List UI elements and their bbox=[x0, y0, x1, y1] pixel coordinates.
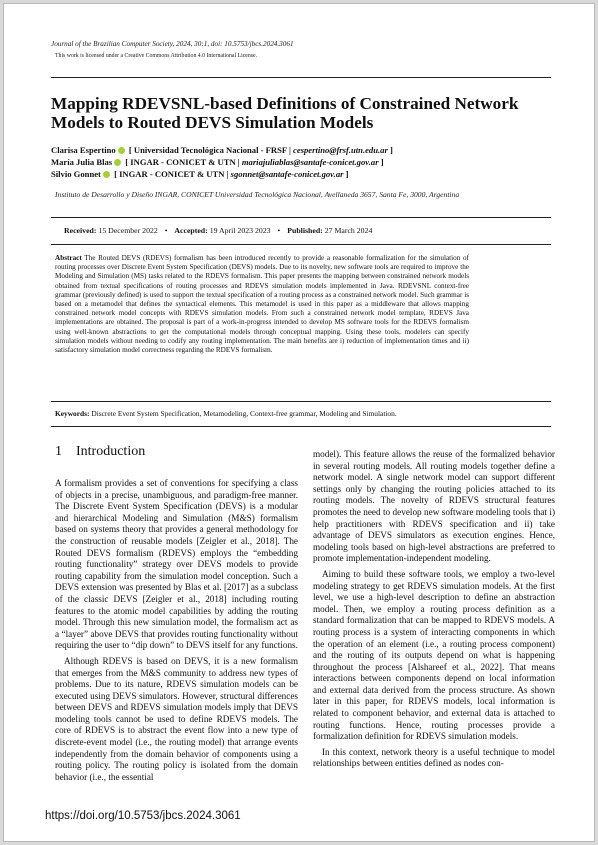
left-column bbox=[55, 478, 298, 783]
abstract bbox=[55, 254, 469, 355]
author-name: Clarisa Espertino bbox=[51, 145, 116, 155]
keywords-text: Discrete Event System Specification, Metamodeling, Context-free grammar, Modeling and Simulation. bbox=[91, 409, 397, 418]
author-bracket: ] bbox=[345, 169, 349, 180]
license-notice[interactable]: This work is licensed under a Creative Commons Attribution 4.0 International License. bbox=[55, 53, 258, 59]
section-title: Introduction bbox=[76, 444, 146, 459]
author-affiliation: [ INGAR - CONICET & UTN | bbox=[114, 169, 229, 180]
section-number: 1 bbox=[55, 444, 62, 459]
author-email[interactable]: sgonnet@santafe-conicet.gov.ar bbox=[230, 169, 344, 180]
paragraph: Aiming to build these software tools, we employ a two-level modeling strategy to get RDEVS simulation models. At the first level, we use a high-level description to define an abstraction model. Then, we employ a routing process definition as a standard formalization that can be mapped to RDEVS models. A routing process is a system of interacting components in which the operation of an element (i.e., a routing process component) and the routing of its outputs depend on what is happening throughout the process [Alshareef et al., 2022]. That means interactions between components depend on local information and external data derived from the process structure. As shown later in this paper, for RDEVS models, local information is related to component behavior, and external data is attached to routing functions. Hence, routing processes provide a formalization definition for RDEVS simulation models. bbox=[313, 568, 555, 742]
author-affiliation: [ Universidad Tecnológica Nacional - FRSF | bbox=[128, 145, 291, 155]
keywords bbox=[55, 409, 397, 418]
dates-rule bbox=[51, 244, 551, 245]
accepted-label: Accepted: bbox=[174, 226, 208, 235]
title-line-1: Mapping RDEVSNL-based Definitions of Constrained Network bbox=[51, 94, 519, 113]
author-row bbox=[51, 168, 393, 180]
orcid-icon[interactable] bbox=[103, 171, 110, 178]
author-list bbox=[51, 144, 393, 181]
author-affiliation: [ INGAR - CONICET & UTN | bbox=[125, 157, 240, 168]
abstract-label: Abstract bbox=[55, 254, 82, 262]
paper-page bbox=[3, 3, 595, 842]
author-email[interactable]: cespertino@frsf.utn.edu.ar bbox=[293, 145, 388, 155]
section-heading bbox=[55, 444, 145, 460]
author-row bbox=[51, 156, 393, 168]
received-date: 15 December 2022 bbox=[98, 226, 158, 235]
keywords-rule bbox=[51, 426, 551, 427]
author-name: Silvio Gonnet bbox=[51, 169, 101, 180]
author-bracket: ] bbox=[389, 145, 393, 155]
paragraph: In this context, network theory is a useful technique to model relationships between entities defined as nodes con- bbox=[313, 746, 555, 769]
institution-affiliation: Instituto de Desarrollo y Diseño INGAR, CONICET Universidad Tecnológica Nacional, Avellaneda 3657, Santa Fe, 3000, Argentina bbox=[55, 190, 460, 199]
doi-link[interactable]: https://doi.org/10.5753/jbcs.2024.3061 bbox=[45, 810, 241, 822]
published-label: Published: bbox=[287, 226, 323, 235]
author-row bbox=[51, 144, 393, 156]
affiliation-rule bbox=[51, 217, 551, 218]
abstract-rule bbox=[51, 401, 551, 402]
right-column bbox=[313, 449, 555, 770]
paragraph: A formalism provides a set of conventions for specifying a class of objects in a precise, unambiguous, and paradigm-free manner. The Discrete Event System Specification (DEVS) is a modular and hierarchical Modeling and Simulation (M&S) formalism based on systems theory that provides a general methodology for the construction of reusable models [Zeigler et al., 2018]. The Routed DEVS formalism (RDEVS) employs the “embedding routing functionality” strategy over DEVS models to provide routing capability from the simulation model conception. Such a DEVS extension was presented by Blas et al. [2017] as a subclass of the classic DEVS [Zeigler et al., 2018] including routing features to the atomic model capabilities by adding the routing model. Through this new simulation model, the formalism act as a “layer” above DEVS that provides routing functionality without requiring the user to “dip down” to DEVS itself for any functions. bbox=[55, 478, 298, 651]
paragraph: model). This feature allows the reuse of the formalized behavior in several routing models. All routing models together define a network model. A single network model can support different settings only by changing the routing policies attached to its routing models. The novelty of RDEVS structural features promotes the need to develop new software modeling tools that i) help practitioners with RDEVS specification and ii) take advantage of DEVS simulators as execution engines. Hence, modeling tools based on high-level abstractions are preferred to promote implementation-independent modeling. bbox=[313, 449, 555, 564]
journal-citation: Journal of the Brazilian Computer Society, 2024, 30:1, doi: 10.5753/jbcs.2024.3061 bbox=[51, 40, 294, 48]
date-separator: • bbox=[277, 226, 281, 235]
author-bracket: ] bbox=[380, 157, 384, 168]
paragraph: Although RDEVS is based on DEVS, it is a new formalism that emerges from the M&S community to address new types of problems. Due to its nature, RDEVS simulation models can be executed using DEVS simulators. However, structural differences between DEVS and RDEVS simulation models imply that DEVS modeling tools cannot be used to define RDEVS models. The core of RDEVS is to abstract the event flow into a new type of discrete-event model (i.e., the routing model) that arrange events independently from the domain behavior of components using a routing policy. The routing policy is isolated from the domain behavior (i.e., the essential bbox=[55, 655, 298, 782]
author-name: María Julia Blas bbox=[51, 157, 113, 168]
publication-dates bbox=[64, 226, 372, 235]
abstract-text: The Routed DEVS (RDEVS) formalism has been introduced recently to provide a reasonable formalization for the simulation of routing processes over Discrete Event System Specification (DEVS) models. Due to its novelty, new software tools are required to improve the Modeling and Simulation (MS) tasks related to the RDEVS formalism. This paper presents the mapping between constrained network models obtained from textual specifications of routing processes and RDEVS simulation models implemented in Java. RDEVSNL context-free grammar (previously defined) is used to support the textual specification of a routing process as a constrained network model. Such grammar is based on a metamodel that defines the syntactical elements. This metamodel is used in this paper as a middleware that allows mapping constrained network model concepts with RDEVS simulation models. From such a constrained network model template, RDEVS Java implementations are obtained. The proposal is part of a work-in-progress intended to develop MS software tools for the RDEVS formalism using well-known abstractions to get the computational models through conceptual mapping. Using these tools, modelers can specify simulation models without needing to codify any routing implementation. The main benefits are i) reduction of implementation times and ii) satisfactory simulation model correctness regarding the RDEVS formalism. bbox=[55, 254, 469, 355]
orcid-icon[interactable] bbox=[114, 159, 121, 166]
keywords-label: Keywords: bbox=[55, 409, 90, 418]
title-line-2: Models to Routed DEVS Simulation Models bbox=[51, 113, 374, 132]
paper-title bbox=[51, 94, 556, 132]
author-email[interactable]: mariajuliablas@santafe-conicet.gov.ar bbox=[241, 157, 379, 168]
accepted-date: 19 April 2023 2023 bbox=[209, 226, 271, 235]
date-separator: • bbox=[164, 226, 168, 235]
published-date: 27 March 2024 bbox=[324, 226, 373, 235]
orcid-icon[interactable] bbox=[118, 147, 125, 154]
header-rule bbox=[51, 77, 551, 78]
received-label: Received: bbox=[64, 226, 97, 235]
